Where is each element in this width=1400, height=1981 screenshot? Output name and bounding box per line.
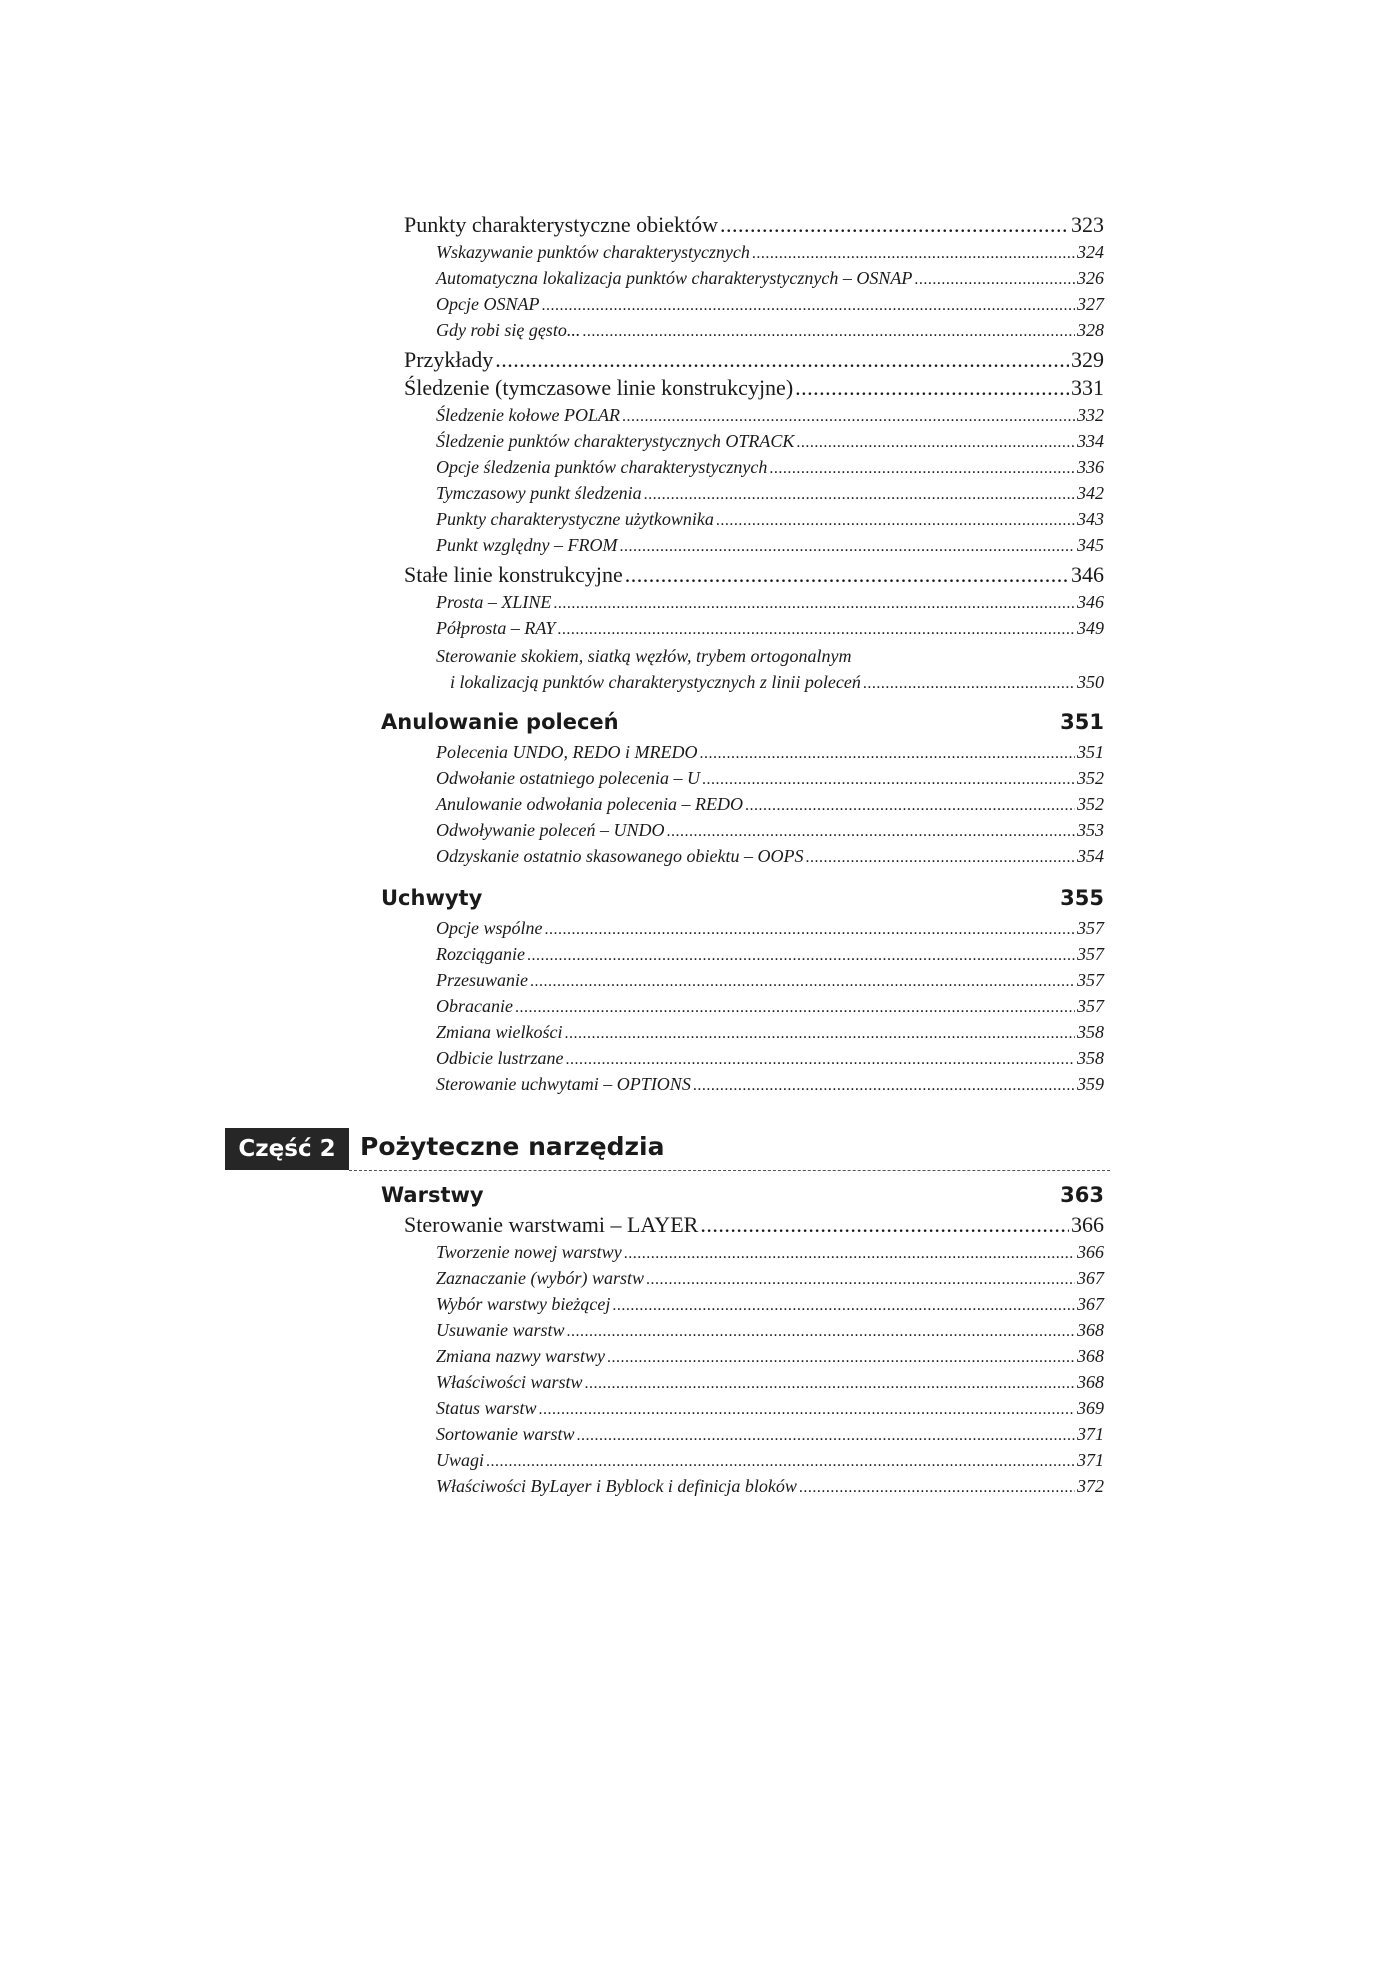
dot-leader: [796, 434, 1075, 452]
dot-leader: [567, 1323, 1075, 1341]
toc-entry-page: 349: [1077, 618, 1104, 638]
toc-entry-page: 359: [1077, 1074, 1104, 1094]
toc-entry-page: 368: [1077, 1346, 1104, 1366]
toc-subentry: [450, 672, 1104, 698]
toc-entry-page: 351: [1077, 742, 1104, 762]
toc-subentry: [436, 535, 1104, 561]
toc-entry-page: 367: [1077, 1294, 1104, 1314]
toc-subentry: [436, 996, 1104, 1022]
toc-subentry: [436, 820, 1104, 846]
toc-entry-title: Punkty charakterystyczne obiektów: [404, 212, 719, 237]
dot-leader: [619, 538, 1075, 556]
toc-entry-title: Polecenia UNDO, REDO i MREDO: [436, 742, 698, 762]
dot-leader: [527, 947, 1075, 965]
toc-subentry: [436, 1398, 1104, 1424]
toc-entry-title: Uwagi: [436, 1450, 485, 1470]
toc-entry: [404, 562, 1104, 588]
toc-entry-page: 334: [1077, 431, 1104, 451]
dot-leader: [607, 1349, 1075, 1367]
dot-leader: [745, 797, 1075, 815]
chapter-page: 351: [1060, 710, 1104, 734]
toc-entry-page: 350: [1077, 672, 1104, 692]
dot-leader: [530, 973, 1075, 991]
toc-subentry: [436, 592, 1104, 618]
toc-subentry: [436, 618, 1104, 644]
toc-subentry: [436, 1372, 1104, 1398]
toc-entry-page: 327: [1077, 294, 1104, 314]
toc-entry-page: 367: [1077, 1268, 1104, 1288]
toc-entry-page: 331: [1071, 375, 1104, 400]
toc-entry-title: Odwołanie ostatniego polecenia – U: [436, 768, 700, 788]
toc-subentry: [436, 944, 1104, 970]
toc-subentry: [436, 509, 1104, 535]
toc-entry-title: Śledzenie (tymczasowe linie konstrukcyjne): [404, 375, 794, 400]
toc-entry-page: 366: [1071, 1212, 1104, 1237]
toc-entry-title: Zmiana wielkości: [436, 1022, 563, 1042]
toc-subentry: [436, 768, 1104, 794]
toc-entry-title: Automatyczna lokalizacja punktów charakterystycznych – OSNAP: [436, 268, 913, 288]
dot-leader: [720, 212, 1069, 238]
toc-subentry: [436, 1424, 1104, 1450]
toc-entry: [404, 347, 1104, 373]
toc-entry-title: Anulowanie odwołania polecenia – REDO: [436, 794, 743, 814]
toc-entry-title: Zmiana nazwy warstwy: [436, 1346, 606, 1366]
dot-leader: [699, 745, 1075, 763]
dot-leader: [541, 297, 1075, 315]
toc-entry-page: 371: [1077, 1450, 1104, 1470]
toc-subentry-title-line1: Sterowanie skokiem, siatką węzłów, trybem ortogonalnym: [436, 646, 852, 666]
dot-leader: [612, 1297, 1075, 1315]
toc-entry-title: Śledzenie kołowe POLAR: [436, 405, 620, 425]
toc-subentry: [436, 294, 1104, 320]
toc-entry-title: Stałe linie konstrukcyjne: [404, 562, 623, 587]
toc-entry-page: 354: [1077, 846, 1104, 866]
dot-leader: [646, 1271, 1075, 1289]
toc-entry-page: 326: [1077, 268, 1104, 288]
toc-entry-page: 358: [1077, 1048, 1104, 1068]
toc-entry-page: 345: [1077, 535, 1104, 555]
toc-entry-page: 323: [1071, 212, 1104, 237]
part-label-box: Część 2: [225, 1128, 349, 1170]
toc-entry-title: Obracanie: [436, 996, 513, 1016]
toc-entry-page: 352: [1077, 768, 1104, 788]
part-title: Pożyteczne narzędzia: [360, 1132, 665, 1161]
toc-entry-title: Tworzenie nowej warstwy: [436, 1242, 622, 1262]
toc-entry-page: 328: [1077, 320, 1104, 340]
toc-subentry: [436, 846, 1104, 872]
toc-entry-page: 357: [1077, 970, 1104, 990]
toc-subentry: [436, 1022, 1104, 1048]
toc-entry-title: Gdy robi się gęsto...: [436, 320, 581, 340]
chapter-page: 363: [1060, 1183, 1104, 1207]
toc-subentry: [436, 483, 1104, 509]
toc-subentry: [436, 242, 1104, 268]
toc-entry-page: 368: [1077, 1372, 1104, 1392]
toc-entry-title: Usuwanie warstw: [436, 1320, 565, 1340]
dot-leader: [585, 1375, 1075, 1393]
toc-entry-page: 371: [1077, 1424, 1104, 1444]
dot-leader: [553, 595, 1075, 613]
toc-subentry: [436, 1048, 1104, 1074]
dot-leader: [515, 999, 1075, 1017]
chapter-title: Warstwy: [381, 1183, 484, 1207]
toc-subentry: [436, 970, 1104, 996]
toc-subentry: [436, 405, 1104, 431]
toc-entry: [404, 212, 1104, 238]
chapter-heading: [381, 1183, 1104, 1207]
dot-leader: [544, 921, 1075, 939]
toc-entry-title: Prosta – XLINE: [436, 592, 552, 612]
toc-entry-page: 368: [1077, 1320, 1104, 1340]
dot-leader: [557, 621, 1075, 639]
toc-entry-title: Sterowanie warstwami – LAYER: [404, 1212, 699, 1237]
dot-leader: [582, 323, 1075, 341]
dot-leader: [495, 347, 1069, 373]
dot-leader: [566, 1051, 1076, 1069]
toc-subentry: [436, 1294, 1104, 1320]
toc-entry-title: Opcje śledzenia punktów charakterystycznych: [436, 457, 768, 477]
dot-leader: [805, 849, 1075, 867]
toc-entry-title: Status warstw: [436, 1398, 537, 1418]
toc-entry-page: 329: [1071, 347, 1104, 372]
toc-entry-title: Przykłady: [404, 347, 494, 372]
dot-leader: [769, 460, 1075, 478]
toc-entry-title: Odbicie lustrzane: [436, 1048, 564, 1068]
toc-entry-page: 369: [1077, 1398, 1104, 1418]
dot-leader: [644, 486, 1075, 504]
toc-subentry: [436, 1242, 1104, 1268]
dot-leader: [622, 408, 1075, 426]
toc-entry-page: 342: [1077, 483, 1104, 503]
toc-entry-page: 372: [1077, 1476, 1104, 1496]
toc-entry-title: Punkty charakterystyczne użytkownika: [436, 509, 714, 529]
toc-subentry: [436, 1450, 1104, 1476]
toc-entry-title: Opcje wspólne: [436, 918, 543, 938]
dot-leader: [539, 1401, 1075, 1419]
toc-entry-title: Zaznaczanie (wybór) warstw: [436, 1268, 645, 1288]
chapter-heading: [381, 886, 1104, 910]
toc-entry: [404, 1212, 1104, 1238]
toc-subentry: [436, 1320, 1104, 1346]
toc-entry-page: 346: [1077, 592, 1104, 612]
toc-entry-title: Śledzenie punktów charakterystycznych OTRACK: [436, 431, 795, 451]
toc-entry-title: Półprosta – RAY: [436, 618, 556, 638]
toc-entry-title: Wskazywanie punktów charakterystycznych: [436, 242, 750, 262]
toc-entry-page: 358: [1077, 1022, 1104, 1042]
toc-subentry: [436, 918, 1104, 944]
toc-subentry: [436, 1346, 1104, 1372]
dot-leader: [716, 512, 1075, 530]
toc-entry-title: Rozciąganie: [436, 944, 525, 964]
toc-entry-title: Właściwości ByLayer i Byblock i definicja bloków: [436, 1476, 797, 1496]
dot-leader: [624, 1245, 1075, 1263]
toc-entry-title: i lokalizacją punktów charakterystycznych z linii poleceń: [450, 672, 861, 692]
toc-entry-title: Sterowanie uchwytami – OPTIONS: [436, 1074, 691, 1094]
toc-entry-title: Opcje OSNAP: [436, 294, 540, 314]
toc-entry-page: 324: [1077, 242, 1104, 262]
toc-entry-page: 353: [1077, 820, 1104, 840]
toc-entry: [404, 375, 1104, 401]
toc-subentry: [436, 268, 1104, 294]
dot-leader: [863, 675, 1075, 693]
toc-entry-page: 343: [1077, 509, 1104, 529]
dot-leader: [666, 823, 1075, 841]
dot-leader: [625, 562, 1069, 588]
toc-subentry: [436, 1074, 1104, 1100]
toc-subentry: [436, 320, 1104, 346]
toc-subentry: [436, 742, 1104, 768]
toc-entry-title: Przesuwanie: [436, 970, 528, 990]
dot-leader: [702, 771, 1075, 789]
dot-leader: [799, 1479, 1075, 1497]
toc-entry-title: Punkt względny – FROM: [436, 535, 618, 555]
dot-leader: [565, 1025, 1076, 1043]
dot-leader: [693, 1077, 1075, 1095]
toc-entry-page: 357: [1077, 996, 1104, 1016]
toc-subentry: [436, 431, 1104, 457]
chapter-title: Uchwyty: [381, 886, 483, 910]
dot-leader: [752, 245, 1075, 263]
toc-subentry: [436, 1476, 1104, 1502]
toc-entry-title: Tymczasowy punkt śledzenia: [436, 483, 642, 503]
chapter-page: 355: [1060, 886, 1104, 910]
toc-subentry: [436, 1268, 1104, 1294]
toc-subentry: [436, 794, 1104, 820]
dot-leader: [795, 375, 1069, 401]
toc-subentry: [436, 457, 1104, 483]
chapter-heading: [381, 710, 1104, 734]
toc-entry-title: Sortowanie warstw: [436, 1424, 575, 1444]
chapter-title: Anulowanie poleceń: [381, 710, 619, 734]
dot-leader: [577, 1427, 1075, 1445]
part-divider: [349, 1170, 1110, 1171]
toc-entry-title: Wybór warstwy bieżącej: [436, 1294, 611, 1314]
toc-entry-page: 336: [1077, 457, 1104, 477]
dot-leader: [486, 1453, 1075, 1471]
toc-entry-page: 357: [1077, 918, 1104, 938]
toc-entry-page: 346: [1071, 562, 1104, 587]
toc-entry-page: 332: [1077, 405, 1104, 425]
toc-entry-page: 366: [1077, 1242, 1104, 1262]
toc-entry-page: 352: [1077, 794, 1104, 814]
toc-entry-title: Odzyskanie ostatnio skasowanego obiektu – OOPS: [436, 846, 804, 866]
toc-entry-title: Odwoływanie poleceń – UNDO: [436, 820, 665, 840]
dot-leader: [914, 271, 1075, 289]
toc-entry-title: Właściwości warstw: [436, 1372, 583, 1392]
toc-entry-page: 357: [1077, 944, 1104, 964]
dot-leader: [700, 1212, 1069, 1238]
